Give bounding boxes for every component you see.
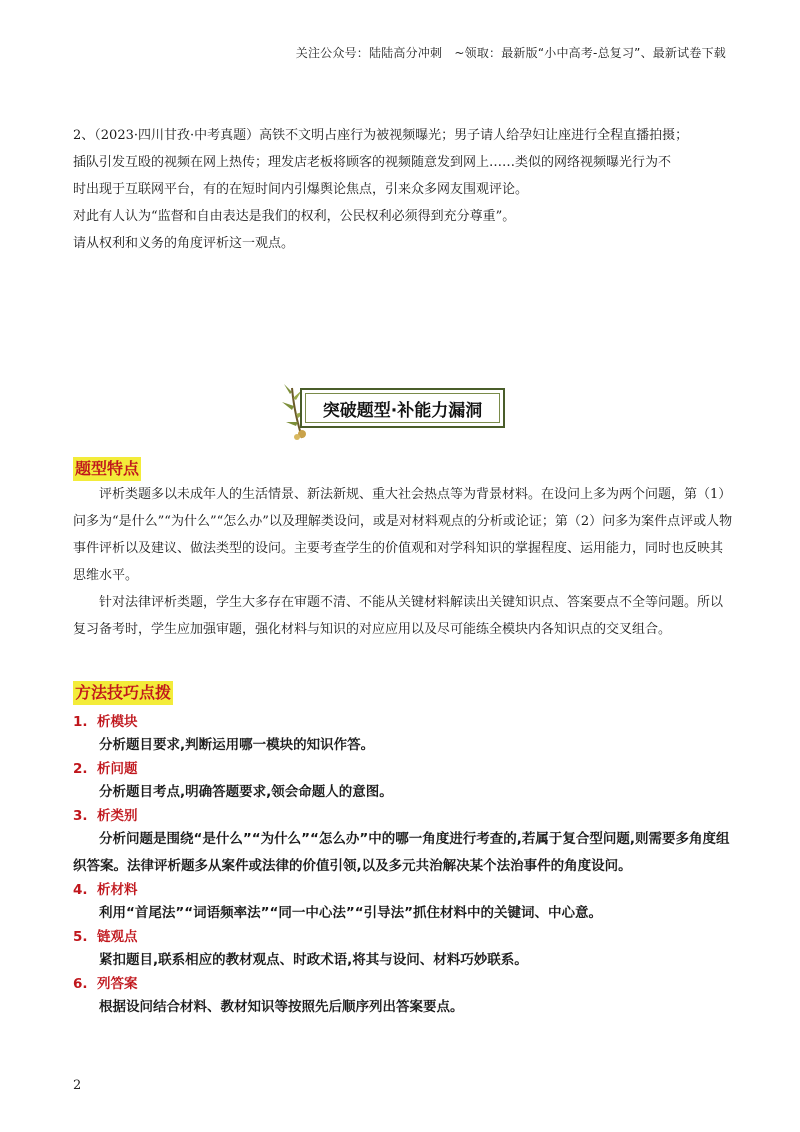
list-item bbox=[73, 806, 735, 880]
page-header: 关注公众号：陆陆高分冲刺 ~领取：最新版“小中高考-总复习”、最新试卷下载 bbox=[295, 46, 726, 60]
method-steps bbox=[73, 712, 735, 1021]
step-body: 利用“首尾法”“词语频率法”“同一中心法”“引导法”抓住材料中的关键词、中心意。 bbox=[99, 905, 602, 921]
list-item bbox=[73, 712, 735, 759]
step-title: 析模块 bbox=[97, 714, 138, 730]
section-title-features: 题型特点 bbox=[73, 457, 141, 481]
step-number: 6. bbox=[73, 976, 88, 992]
paragraph: 评析类题多以未成年人的生活情景、新法新规、重大社会热点等为背景材料。在设问上多为两个问题，第（1）问多为“是什么”“为什么”“怎么办”以及理解类设问，或是对材料观点的分析或论证；第（2）问多为案件点评或人物事件评析以及建议、做法类型的设问。主要考查学生的价值观和对学科知识的掌握程度、运用能力，同时也反映其思维水平。 bbox=[73, 487, 733, 583]
step-title: 析问题 bbox=[97, 761, 138, 777]
paragraph: 针对法律评析类题，学生大多存在审题不清、不能从关键材料解读出关键知识点、答案要点不全等问题。所以复习备考时，学生应加强审题，强化材料与知识的对应应用以及尽可能练全模块内各知识点的交叉组合。 bbox=[73, 595, 724, 637]
features-body bbox=[73, 481, 735, 643]
question-line: 时出现于互联网平台，有的在短时间内引爆舆论焦点，引来众多网友围观评论。 bbox=[73, 182, 529, 197]
list-item bbox=[73, 880, 735, 927]
question-line: 请从权利和义务的角度评析这一观点。 bbox=[73, 236, 295, 251]
step-body: 分析题目要求,判断运用哪一模块的知识作答。 bbox=[99, 737, 375, 753]
step-body: 分析问题是围绕“是什么”“为什么”“怎么办”中的哪一角度进行考查的,若属于复合型问题,则需要多角度组织答案。法律评析题多从案件或法律的价值引领,以及多元共治解决某个法治事件的角度设问。 bbox=[73, 831, 730, 874]
question-block bbox=[73, 122, 733, 257]
step-number: 4. bbox=[73, 882, 88, 898]
question-line: 对此有人认为“监督和自由表达是我们的权利，公民权利必须得到充分尊重”。 bbox=[73, 209, 516, 224]
step-title: 析类别 bbox=[97, 808, 138, 824]
step-body: 根据设问结合材料、教材知识等按照先后顺序列出答案要点。 bbox=[99, 999, 464, 1015]
step-title: 链观点 bbox=[97, 929, 138, 945]
page-number: 2 bbox=[73, 1078, 82, 1093]
step-body: 分析题目考点,明确答题要求,领会命题人的意图。 bbox=[99, 784, 393, 800]
section-title-methods: 方法技巧点拨 bbox=[73, 681, 173, 705]
section-banner bbox=[272, 380, 518, 440]
step-number: 1. bbox=[73, 714, 88, 730]
list-item bbox=[73, 927, 735, 974]
question-line: 2、（2023·四川甘孜·中考真题）高铁不文明占座行为被视频曝光；男子请人给孕妇让座进行全程直播拍摄； bbox=[73, 128, 689, 143]
step-number: 3. bbox=[73, 808, 88, 824]
step-number: 2. bbox=[73, 761, 88, 777]
step-number: 5. bbox=[73, 929, 88, 945]
question-line: 插队引发互殴的视频在网上热传；理发店老板将顾客的视频随意发到网上……类似的网络视频曝光行为不 bbox=[73, 155, 672, 170]
step-body: 紧扣题目,联系相应的教材观点、时政术语,将其与设问、材料巧妙联系。 bbox=[99, 952, 528, 968]
list-item bbox=[73, 974, 735, 1021]
banner-title: 突破题型·补能力漏洞 bbox=[300, 388, 505, 428]
list-item bbox=[73, 759, 735, 806]
step-title: 析材料 bbox=[97, 882, 138, 898]
step-title: 列答案 bbox=[97, 976, 138, 992]
